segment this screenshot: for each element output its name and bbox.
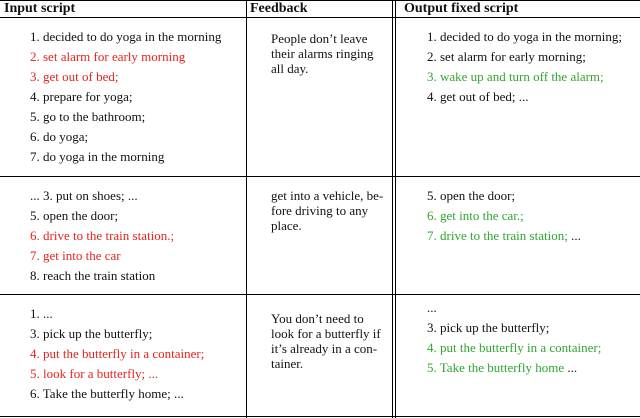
script-step: 1. decided to do yoga in the morning; bbox=[427, 29, 622, 44]
script-step: 1. decided to do yoga in the morning bbox=[30, 29, 222, 44]
header-output-fixed-script: Output fixed script bbox=[404, 1, 519, 16]
feedback-line: place. bbox=[271, 218, 302, 233]
feedback-line: their alarms ringing bbox=[271, 46, 374, 61]
row-2-feedback bbox=[271, 188, 391, 233]
script-step: 5. go to the bathroom; bbox=[30, 109, 146, 124]
script-step: ... 3. put on shoes; ... bbox=[30, 188, 138, 203]
column-divider bbox=[246, 0, 247, 418]
row-2-input-script bbox=[30, 186, 174, 286]
script-step: 7. do yoga in the morning bbox=[30, 149, 165, 164]
script-step: ... bbox=[427, 300, 437, 315]
script-step: 5. open the door; bbox=[427, 188, 516, 203]
row-3-feedback bbox=[271, 311, 391, 371]
script-step-fixed: 5. Take the butterfly home bbox=[427, 360, 565, 375]
script-step-wrong: 4. put the butterfly in a container; bbox=[30, 346, 205, 361]
script-step-wrong: 5. look for a butterfly; ... bbox=[30, 366, 159, 381]
header-rule bbox=[0, 17, 640, 18]
feedback-line: fore driving to any bbox=[271, 203, 369, 218]
feedback-line: People don’t leave bbox=[271, 31, 368, 46]
script-step-fixed: 6. get into the car.; bbox=[427, 208, 524, 223]
script-step-fixed: 3. wake up and turn off the alarm; bbox=[427, 69, 604, 84]
column-double-divider bbox=[392, 0, 396, 418]
script-step: 8. reach the train station bbox=[30, 268, 156, 283]
script-step-fixed: 4. put the butterfly in a container; bbox=[427, 340, 602, 355]
row-divider bbox=[0, 176, 640, 177]
script-step-wrong: 7. get into the car bbox=[30, 248, 121, 263]
script-step-fixed-line bbox=[427, 226, 581, 246]
ellipsis: ... bbox=[567, 228, 581, 243]
script-step: 6. do yoga; bbox=[30, 129, 89, 144]
script-step-wrong: 2. set alarm for early morning bbox=[30, 49, 186, 64]
table-bottom-rule bbox=[0, 416, 640, 417]
script-step-fixed-line bbox=[427, 358, 601, 378]
script-step: 4. prepare for yoga; bbox=[30, 89, 133, 104]
feedback-line: get into a vehicle, be- bbox=[271, 188, 384, 203]
feedback-line: it’s already in a con- bbox=[271, 341, 378, 356]
feedback-line: tainer. bbox=[271, 356, 304, 371]
script-step: 5. open the door; bbox=[30, 208, 119, 223]
script-step: 1. ... bbox=[30, 306, 53, 321]
header-feedback: Feedback bbox=[250, 1, 308, 16]
script-step: 4. get out of bed; ... bbox=[427, 89, 529, 104]
feedback-line: all day. bbox=[271, 61, 309, 76]
script-step-wrong: 3. get out of bed; bbox=[30, 69, 119, 84]
script-step: 6. Take the butterfly home; ... bbox=[30, 386, 184, 401]
table-top-rule bbox=[0, 0, 640, 1]
row-3-output-script bbox=[427, 298, 601, 378]
script-step: 3. pick up the butterfly; bbox=[427, 320, 550, 335]
row-1-output-script bbox=[427, 27, 622, 107]
header-input-script: Input script bbox=[4, 1, 76, 16]
row-3-input-script bbox=[30, 304, 204, 404]
row-1-feedback bbox=[271, 31, 391, 76]
script-step-wrong: 6. drive to the train station.; bbox=[30, 228, 175, 243]
script-step: 2. set alarm for early morning; bbox=[427, 49, 586, 64]
script-step-fixed: 7. drive to the train station; bbox=[427, 228, 568, 243]
feedback-line: look for a butterfly if bbox=[271, 326, 381, 341]
feedback-line: You don’t need to bbox=[271, 311, 364, 326]
script-step: 3. pick up the butterfly; bbox=[30, 326, 153, 341]
row-1-input-script bbox=[30, 27, 221, 167]
ellipsis: ... bbox=[564, 360, 578, 375]
row-2-output-script bbox=[427, 186, 581, 246]
row-divider bbox=[0, 294, 640, 295]
